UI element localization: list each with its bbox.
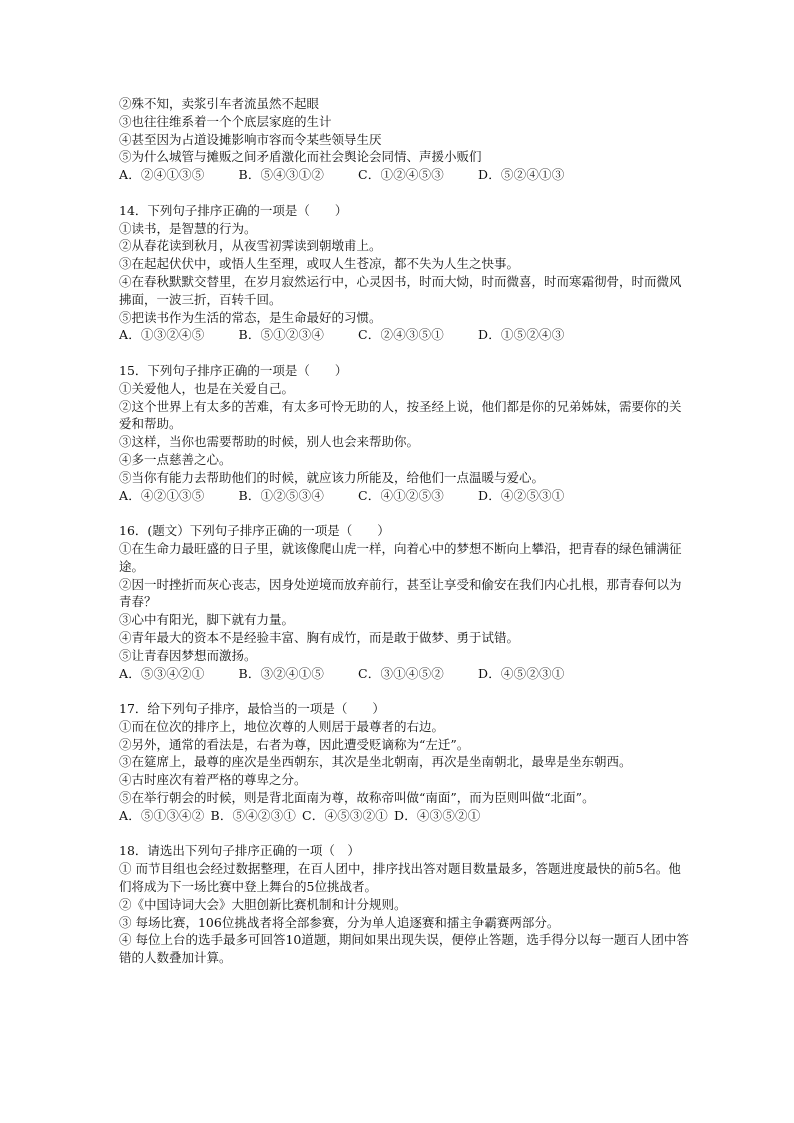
sentence-item: ④古时座次有着严格的尊卑之分。 [119,772,307,788]
option-a: A．⑤①③④② [119,807,205,823]
option-d: D．⑤②④①③ [478,167,565,183]
sentence-item: ①在生命力最旺盛的日子里，就该像爬山虎一样，向着心中的梦想不断向上攀沿，把青春的绿色铺满征途。 [119,540,682,574]
sentence-item: ⑤在举行朝会的时候，则是背北面南为尊，故称帝叫做“南面”，而为臣则叫做“北面”。 [119,790,595,806]
option-c: C．①②④⑤③ [358,167,444,183]
sentence-item: ②殊不知，卖浆引车者流虽然不起眼 [119,96,320,111]
answer-options [119,807,689,825]
option-c: C．②④③⑤① [358,327,444,343]
question-18 [119,842,689,967]
sentence-item: ⑤把读书作为生活的常态，是生命最好的习惯。 [119,309,382,325]
answer-options [119,665,689,683]
sentence-item: ②这个世界上有太多的苦难，有太多可怜无助的人，按圣经上说，他们都是你的兄弟姊妹，需要你的关爱和帮助。 [119,398,682,432]
question-15 [119,362,689,504]
question-stem: 17．给下列句子排序，最恰当的一项是（ ） [119,701,385,717]
sentence-item: ②《中国诗词大会》大胆创新比赛机制和计分规则。 [119,896,407,912]
option-b: B．③②④①⑤ [238,665,325,681]
option-d: D．①⑤②④③ [478,327,565,343]
sentence-item: ⑤当你有能力去帮助他们的时候，就应该力所能及，给他们一点温暖与爱心。 [119,469,545,485]
option-b: B．⑤①②③④ [238,327,325,343]
question-17 [119,700,689,825]
question-stem: 14．下列句子排序正确的一项是（ ） [119,202,348,218]
question-stem: 18．请选出下列句子排序正确的一项（ ） [119,843,360,859]
option-a: A．⑤③④②① [119,665,205,681]
option-b: B．①②⑤③④ [238,487,325,503]
option-c: C．④①②⑤③ [358,487,444,503]
question-stem: 16．(题文）下列句子排序正确的一项是（ ） [119,523,390,539]
question-14 [119,202,689,344]
option-a: A．④②①③⑤ [119,487,205,503]
sentence-item: ③这样，当你也需要帮助的时候，别人也会来帮助你。 [119,434,420,450]
sentence-item: ④甚至因为占道设摊影响市容而令某些领导生厌 [119,131,382,147]
sentence-item: ②因一时挫折而灰心丧志，因身处逆境而放弃前行，甚至让享受和偷安在我们内心扎根，那青春何以为青春？ [119,576,682,610]
sentence-item: ⑤为什么城管与摊贩之间矛盾激化而社会舆论会同情、声援小贩们 [119,149,482,165]
option-a: A．②④①③⑤ [119,167,205,183]
answer-options [119,326,689,344]
option-c: C．③①④⑤② [358,665,444,681]
answer-options [119,487,689,505]
sentence-item: ⑤让青春因梦想而激扬。 [119,647,257,663]
page-content [119,95,689,967]
question-13-tail [119,95,689,184]
question-stem: 15．下列句子排序正确的一项是（ ） [119,362,348,378]
sentence-item: ④在春秋默默交替里，在岁月寂然运行中，心灵因书，时而大恸，时而微喜，时而寒霜彻骨，时而微风拂面，一波三折，百转千回。 [119,273,682,307]
option-d: D．④②⑤③① [478,487,565,503]
option-a: A．①③②④⑤ [119,327,205,343]
sentence-item: ①读书，是智慧的行为。 [119,220,257,236]
sentence-item: ③心中有阳光，脚下就有力量。 [119,612,295,628]
option-c: C．④⑤③②① [302,807,388,823]
sentence-item: ③在筵席上，最尊的座次是坐西朝东，其次是坐北朝南，再次是坐南朝北，最卑是坐东朝西。 [119,754,632,770]
sentence-item: ④ 每位上台的选手最多可回答10道题，期间如果出现失误，便停止答题，选手得分以每一题百人团中答错的人数叠加计算。 [119,932,689,966]
sentence-item: ④青年最大的资本不是经验丰富、胸有成竹，而是敢于做梦、勇于试错。 [119,629,520,645]
sentence-item: ①关爱他人，也是在关爱自己。 [119,380,295,396]
sentence-item: ②从春花读到秋月，从夜雪初霁读到朝墩甫上。 [119,238,382,254]
option-b: B．⑤④③①② [238,167,325,183]
sentence-item: ①而在位次的排序上，地位次尊的人则居于最尊者的右边。 [119,718,445,734]
sentence-item: ④多一点慈善之心。 [119,451,232,467]
sentence-item: ③也往往维系着一个个底层家庭的生计 [119,113,332,129]
option-b: B．⑤④②③① [210,807,297,823]
option-d: D．④⑤②③① [478,665,565,681]
sentence-item: ① 而节目组也会经过数据整理，在百人团中，排序找出答对题目数量最多，答题进度最快的前5名。他们将成为下一场比赛中登上舞台的5位挑战者。 [119,861,681,895]
option-d: D．④③⑤②① [394,807,481,823]
answer-options [119,166,689,184]
sentence-item: ③ 每场比赛，106位挑战者将全部参赛，分为单人追逐赛和擂主争霸赛两部分。 [119,914,560,930]
sentence-item: ③在起起伏伏中，或悟人生至理，或叹人生苍凉，都不失为人生之快事。 [119,256,520,272]
sentence-item: ②另外，通常的看法是，右者为尊，因此遭受贬谪称为“左迁”。 [119,736,470,752]
question-16 [119,522,689,682]
